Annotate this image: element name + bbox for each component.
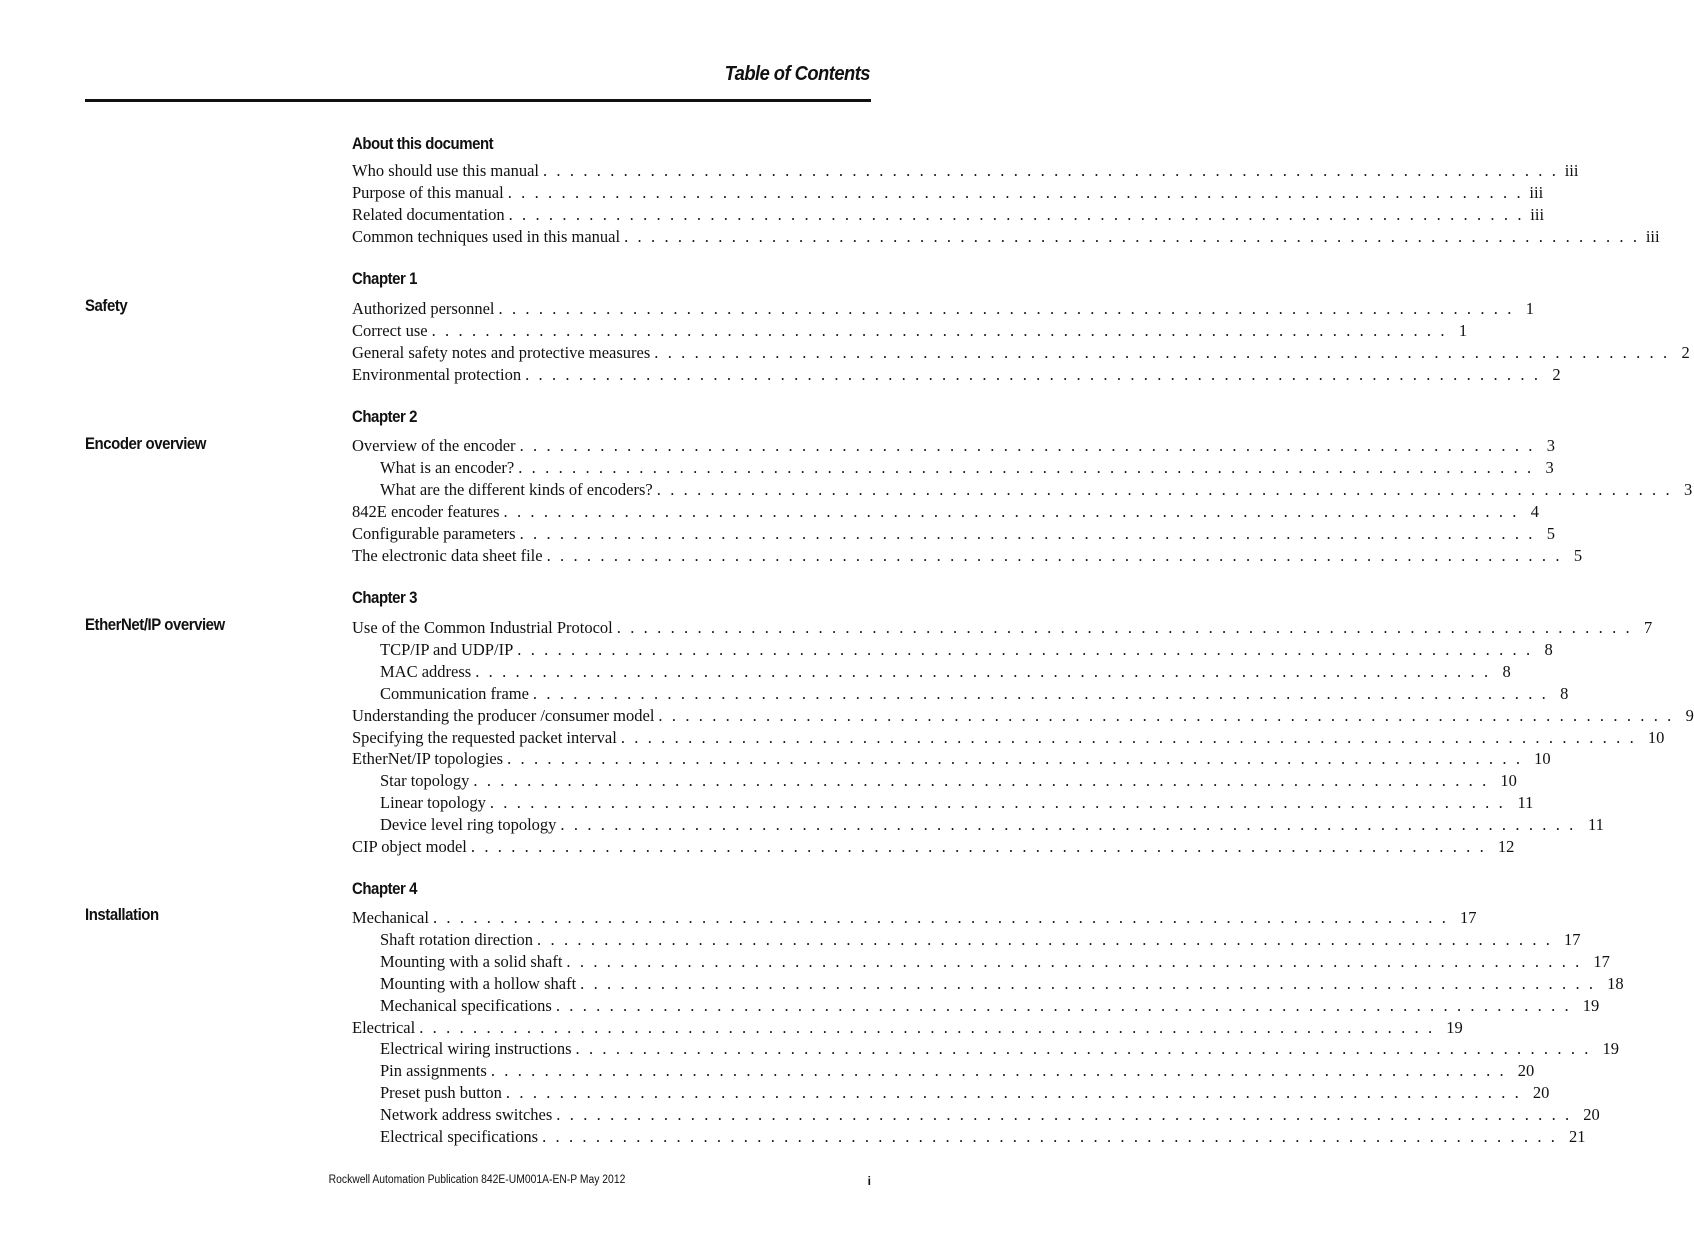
toc-entry-page: 7 [1644,618,1653,637]
toc-entry-page: 5 [1573,545,1583,565]
toc-entry-label: General safety notes and protective measures [352,342,651,362]
toc-entry[interactable] [352,907,1477,929]
toc-entry[interactable] [380,1104,1600,1126]
toc-entry-label: MAC address [380,661,472,681]
dot-leader: . . . . . . . . . . . . . . . . . . . . . . . . . . . . . . . . . . . . . . . . . . . . . . . . . . . . . . . . . . . . . . . . . . . . . . . . . . . . [542,161,1559,180]
toc-entry-label: Common techniques used in this manual [352,226,621,246]
toc-entry[interactable] [352,705,1694,727]
toc-entry-label: What is an encoder? [380,457,515,477]
toc-entry[interactable] [380,1038,1620,1060]
toc-entry-page: 20 [1532,1083,1550,1103]
toc-entry[interactable] [380,457,1554,479]
chapter-title: Safety [85,296,128,315]
dot-leader: . . . . . . . . . . . . . . . . . . . . . . . . . . . . . . . . . . . . . . . . . . . . . . . . . . . . . . . . . . . . . . . . . . . . . . . . . . . . [656,479,1673,499]
toc-entry[interactable] [352,1017,1463,1039]
toc-entry-label: Use of the Common Industrial Protocol [352,618,613,637]
toc-entry[interactable] [380,995,1600,1017]
toc-entry-page: 21 [1569,1127,1586,1146]
toc-entry-page: 17 [1593,951,1610,971]
toc-entry-page: 1 [1458,320,1468,340]
toc-entry[interactable] [352,160,1579,182]
toc-entry[interactable] [380,951,1610,973]
toc-entry-page: 10 [1647,727,1665,747]
toc-entry-page: 3 [1546,436,1556,455]
toc-entry-label: Mounting with a solid shaft [380,951,563,971]
toc-entry[interactable] [380,1082,1550,1104]
toc-entry-page: 8 [1544,639,1553,659]
section-heading: Chapter 3 [352,588,418,607]
toc-entry[interactable] [352,320,1468,342]
footer-publication: Rockwell Automation Publication 842E-UM001A-EN-P May 2012 [328,1174,626,1186]
toc-entry-label: The electronic data sheet file [352,545,543,565]
toc-entry-label: Understanding the producer /consumer model [352,705,655,725]
dot-leader: . . . . . . . . . . . . . . . . . . . . . . . . . . . . . . . . . . . . . . . . . . . . . . . . . . . . . . . . . . . . . . . . . . . . . . . . . . . . [432,908,1449,927]
toc-entry-label: Configurable parameters [352,523,516,543]
dot-leader: . . . . . . . . . . . . . . . . . . . . . . . . . . . . . . . . . . . . . . . . . . . . . . . . . . . . . . . . . . . . . . . . . . . . . . . . . . . . [555,995,1572,1015]
dot-leader: . . . . . . . . . . . . . . . . . . . . . . . . . . . . . . . . . . . . . . . . . . . . . . . . . . . . . . . . . . . . . . . . . . . . . . . . . . . . [566,951,1582,971]
toc-entry-page: iii [1530,204,1545,224]
toc-entry[interactable] [352,727,1665,749]
dot-leader: . . . . . . . . . . . . . . . . . . . . . . . . . . . . . . . . . . . . . . . . . . . . . . . . . . . . . . . . . . . . . . . . . . . . . . . . . . . . [580,973,1596,993]
toc-entry-page: 8 [1502,661,1511,681]
toc-entry-label: Communication frame [380,683,529,703]
toc-entry-page: 5 [1546,523,1556,543]
dot-leader: . . . . . . . . . . . . . . . . . . . . . . . . . . . . . . . . . . . . . . . . . . . . . . . . . . . . . . . . . . . . . . . . . . . . . . . . . . . . [658,705,1674,725]
section-heading: About this document [352,134,494,153]
dot-leader: . . . . . . . . . . . . . . . . . . . . . . . . . . . . . . . . . . . . . . . . . . . . . . . . . . . . . . . . . . . . . . . . . . . . . . . . . . . . [518,457,1534,477]
toc-entry-label: Who should use this manual [352,161,539,180]
toc-entry[interactable] [380,973,1624,995]
toc-entry-label: TCP/IP and UDP/IP [380,639,514,659]
toc-entry[interactable] [352,435,1556,457]
toc-entry-page: 19 [1602,1039,1620,1059]
dot-leader: . . . . . . . . . . . . . . . . . . . . . . . . . . . . . . . . . . . . . . . . . . . . . . . . . . . . . . . . . . . . . . . . . . . . . . . . . . . . [519,523,1536,543]
toc-entry-label: What are the different kinds of encoders? [380,479,653,499]
toc-entry-page: iii [1564,161,1579,180]
toc-entry[interactable] [380,929,1581,951]
toc-entry[interactable] [352,523,1556,545]
dot-leader: . . . . . . . . . . . . . . . . . . . . . . . . . . . . . . . . . . . . . . . . . . . . . . . . . . . . . . . . . . . . . . . . . . . . . . . . . . . . [616,618,1633,637]
dot-leader: . . . . . . . . . . . . . . . . . . . . . . . . . . . . . . . . . . . . . . . . . . . . . . . . . . . . . . . . . . . . . . . . . . . . . . . . . . . . [517,639,1533,659]
toc-entry-page: 2 [1552,364,1561,384]
section-heading: Chapter 2 [352,407,418,426]
toc-entry[interactable] [352,298,1534,320]
dot-leader: . . . . . . . . . . . . . . . . . . . . . . . . . . . . . . . . . . . . . . . . . . . . . . . . . . . . . . . . . . . . . . . . . . . . . . . . . . . . [505,1083,1522,1103]
chapter-title: Installation [85,905,159,924]
toc-entry[interactable] [380,1126,1586,1148]
dot-leader: . . . . . . . . . . . . . . . . . . . . . . . . . . . . . . . . . . . . . . . . . . . . . . . . . . . . . . . . . . . . . . . . . . . . . . . . . . . . [532,683,1549,703]
dot-leader: . . . . . . . . . . . . . . . . . . . . . . . . . . . . . . . . . . . . . . . . . . . . . . . . . . . . . . . . . . . . . . . . . . . . . . . . . . . . [507,749,1523,769]
dot-leader: . . . . . . . . . . . . . . . . . . . . . . . . . . . . . . . . . . . . . . . . . . . . . . . . . . . . . . . . . . . . . . . . . . . . . . . . . . . . [431,320,1448,340]
toc-entry-label: EtherNet/IP topologies [352,749,504,769]
footer-page-number: i [867,1174,871,1188]
dot-leader: . . . . . . . . . . . . . . . . . . . . . . . . . . . . . . . . . . . . . . . . . . . . . . . . . . . . . . . . . . . . . . . . . . . . . . . . . . . . [560,815,1576,835]
dot-leader: . . . . . . . . . . . . . . . . . . . . . . . . . . . . . . . . . . . . . . . . . . . . . . . . . . . . . . . . . . . . . . . . . . . . . . . . . . . . [508,204,1525,224]
dot-leader: . . . . . . . . . . . . . . . . . . . . . . . . . . . . . . . . . . . . . . . . . . . . . . . . . . . . . . . . . . . . . . . . . . . . . . . . . . . . [475,661,1491,681]
toc-entry[interactable] [380,683,1569,705]
toc-entry[interactable] [352,182,1544,204]
dot-leader: . . . . . . . . . . . . . . . . . . . . . . . . . . . . . . . . . . . . . . . . . . . . . . . . . . . . . . . . . . . . . . . . . . . . . . . . . . . . [498,299,1514,318]
toc-entry[interactable] [352,342,1690,364]
dot-leader: . . . . . . . . . . . . . . . . . . . . . . . . . . . . . . . . . . . . . . . . . . . . . . . . . . . . . . . . . . . . . . . . . . . . . . . . . . . . [537,929,1553,949]
dot-leader: . . . . . . . . . . . . . . . . . . . . . . . . . . . . . . . . . . . . . . . . . . . . . . . . . . . . . . . . . . . . . . . . . . . . . . . . . . . . [490,1061,1507,1081]
toc-entry-page: iii [1645,226,1660,246]
toc-entry-page: 19 [1446,1017,1463,1037]
toc-entry[interactable] [352,226,1660,248]
toc-entry-label: Electrical specifications [380,1127,539,1146]
dot-leader: . . . . . . . . . . . . . . . . . . . . . . . . . . . . . . . . . . . . . . . . . . . . . . . . . . . . . . . . . . . . . . . . . . . . . . . . . . . . [470,837,1487,856]
toc-entry[interactable] [380,792,1534,814]
toc-entry-page: 20 [1583,1105,1600,1125]
dot-leader: . . . . . . . . . . . . . . . . . . . . . . . . . . . . . . . . . . . . . . . . . . . . . . . . . . . . . . . . . . . . . . . . . . . . . . . . . . . . [620,727,1637,747]
toc-entry-label: Authorized personnel [352,299,495,318]
toc-entry-page: 18 [1607,973,1624,993]
toc-entry[interactable] [352,364,1561,386]
toc-entry-label: Device level ring topology [380,815,557,835]
dot-leader: . . . . . . . . . . . . . . . . . . . . . . . . . . . . . . . . . . . . . . . . . . . . . . . . . . . . . . . . . . . . . . . . . . . . . . . . . . . . [473,771,1489,791]
toc-entry-label: Star topology [380,771,470,791]
toc-entry[interactable] [380,479,1693,501]
dot-leader: . . . . . . . . . . . . . . . . . . . . . . . . . . . . . . . . . . . . . . . . . . . . . . . . . . . . . . . . . . . . . . . . . . . . . . . . . . . . [546,545,1563,565]
toc-entry-page: 10 [1534,749,1551,769]
toc-entry-page: 9 [1685,705,1694,725]
dot-leader: . . . . . . . . . . . . . . . . . . . . . . . . . . . . . . . . . . . . . . . . . . . . . . . . . . . . . . . . . . . . . . . . . . . . . . . . . . . . [575,1039,1592,1059]
toc-entry-label: Related documentation [352,204,505,224]
toc-entry-page: 3 [1683,479,1693,499]
toc-entry-label: Linear topology [380,793,486,813]
toc-entry-label: Overview of the encoder [352,436,516,455]
dot-leader: . . . . . . . . . . . . . . . . . . . . . . . . . . . . . . . . . . . . . . . . . . . . . . . . . . . . . . . . . . . . . . . . . . . . . . . . . . . . [542,1127,1558,1146]
toc-entry[interactable] [380,1060,1535,1082]
toc-entry-label: Network address switches [380,1105,553,1125]
toc-entry-page: 17 [1459,908,1477,927]
toc-entry-label: Mechanical specifications [380,995,552,1015]
toc-entry-page: 3 [1545,457,1554,477]
dot-leader: . . . . . . . . . . . . . . . . . . . . . . . . . . . . . . . . . . . . . . . . . . . . . . . . . . . . . . . . . . . . . . . . . . . . . . . . . . . . [556,1105,1572,1125]
toc-entry-label: Correct use [352,320,428,340]
toc-entry[interactable] [380,661,1511,683]
toc-entry-page: 1 [1525,299,1534,318]
chapter-title: Encoder overview [85,434,207,453]
toc-entry-label: Preset push button [380,1083,502,1103]
dot-leader: . . . . . . . . . . . . . . . . . . . . . . . . . . . . . . . . . . . . . . . . . . . . . . . . . . . . . . . . . . . . . . . . . . . . . . . . . . . . [519,436,1536,455]
chapter-title: EtherNet/IP overview [85,615,225,634]
toc-entry[interactable] [380,770,1517,792]
toc-entry-page: 2 [1681,342,1690,362]
toc-entry-label: Shaft rotation direction [380,929,534,949]
toc-entry[interactable] [352,836,1515,858]
toc-entry-label: 842E encoder features [352,501,500,521]
dot-leader: . . . . . . . . . . . . . . . . . . . . . . . . . . . . . . . . . . . . . . . . . . . . . . . . . . . . . . . . . . . . . . . . . . . . . . . . . . . . [419,1017,1435,1037]
section-heading: Chapter 4 [352,879,418,898]
toc-entry[interactable] [352,748,1551,770]
page-header-title: Table of Contents [724,63,870,85]
toc-entry-page: 11 [1517,793,1534,813]
toc-entry[interactable] [352,501,1539,523]
toc-entry-page: iii [1529,182,1544,202]
toc-entry-label: Specifying the requested packet interval [352,727,617,747]
toc-entry[interactable] [352,617,1653,639]
toc-entry[interactable] [380,639,1553,661]
toc-entry-page: 12 [1497,837,1515,856]
toc-entry-page: 20 [1517,1061,1535,1081]
dot-leader: . . . . . . . . . . . . . . . . . . . . . . . . . . . . . . . . . . . . . . . . . . . . . . . . . . . . . . . . . . . . . . . . . . . . . . . . . . . . [507,182,1524,202]
toc-entry-page: 19 [1582,995,1600,1015]
toc-entry[interactable] [352,204,1545,226]
toc-entry[interactable] [352,545,1583,567]
toc-entry-page: 17 [1564,929,1581,949]
dot-leader: . . . . . . . . . . . . . . . . . . . . . . . . . . . . . . . . . . . . . . . . . . . . . . . . . . . . . . . . . . . . . . . . . . . . . . . . . . . . [654,342,1670,362]
toc-entry-page: 4 [1530,501,1539,521]
toc-entry[interactable] [380,814,1604,836]
dot-leader: . . . . . . . . . . . . . . . . . . . . . . . . . . . . . . . . . . . . . . . . . . . . . . . . . . . . . . . . . . . . . . . . . . . . . . . . . . . . [624,226,1640,246]
toc-entry-label: Mechanical [352,908,429,927]
dot-leader: . . . . . . . . . . . . . . . . . . . . . . . . . . . . . . . . . . . . . . . . . . . . . . . . . . . . . . . . . . . . . . . . . . . . . . . . . . . . [525,364,1541,384]
toc-entry-label: Electrical wiring instructions [380,1039,572,1059]
toc-entry-label: Pin assignments [380,1061,487,1081]
dot-leader: . . . . . . . . . . . . . . . . . . . . . . . . . . . . . . . . . . . . . . . . . . . . . . . . . . . . . . . . . . . . . . . . . . . . . . . . . . . . [489,793,1506,813]
dot-leader: . . . . . . . . . . . . . . . . . . . . . . . . . . . . . . . . . . . . . . . . . . . . . . . . . . . . . . . . . . . . . . . . . . . . . . . . . . . . [503,501,1519,521]
toc-entry-page: 11 [1588,815,1604,835]
toc-entry-label: Mounting with a hollow shaft [380,973,577,993]
toc-entry-label: Purpose of this manual [352,182,504,202]
toc-entry-page: 8 [1560,683,1569,703]
toc-entry-label: CIP object model [352,837,467,856]
section-heading: Chapter 1 [352,269,418,288]
toc-entry-label: Electrical [352,1017,416,1037]
toc-entry-label: Environmental protection [352,364,522,384]
header-rule [85,99,871,102]
toc-entry-page: 10 [1500,771,1517,791]
